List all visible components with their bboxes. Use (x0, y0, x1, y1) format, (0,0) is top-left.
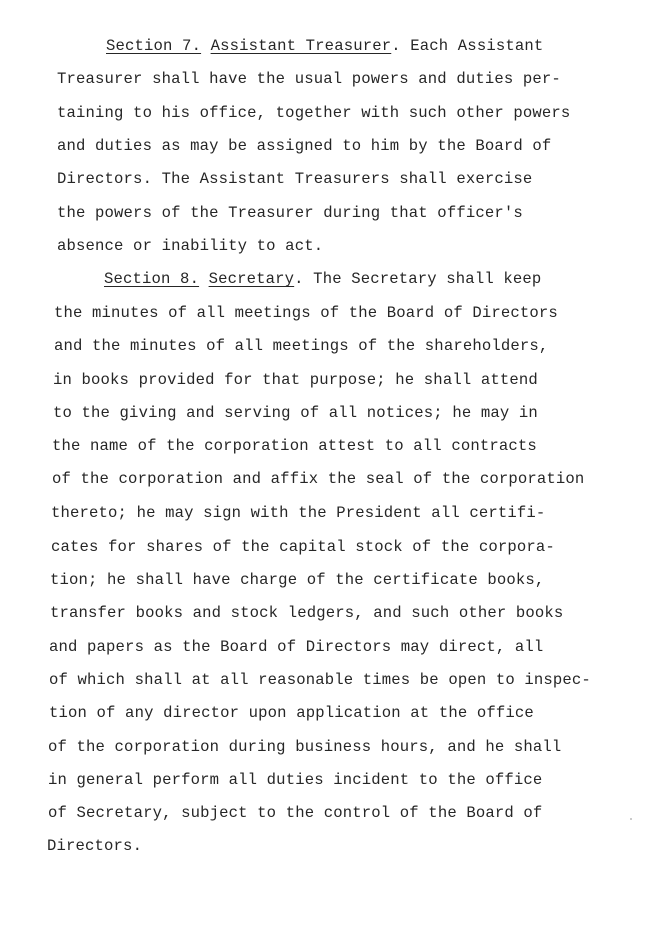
section-7-first-line (106, 36, 543, 56)
section-7-title: Assistant Treasurer (210, 37, 392, 55)
section-8-line-13: tion of any director upon application at the office (49, 704, 534, 722)
section-8-line-16: of Secretary, subject to the control of the Board of (48, 804, 543, 822)
section-8-line-12: of which shall at all reasonable times be open to inspec- (49, 671, 591, 689)
section-7-line-4: Directors. The Assistant Treasurers shall exercise (57, 170, 533, 188)
section-8-line-10: transfer books and stock ledgers, and such other books (50, 604, 564, 622)
section-7-heading: Section 7. (106, 37, 202, 55)
section-8-line-9: tion; he shall have charge of the certificate books, (50, 571, 545, 589)
section-8-line-7: thereto; he may sign with the President all certifi- (51, 504, 546, 522)
section-8-line-3: in books provided for that purpose; he shall attend (53, 371, 538, 389)
section-8-line-8: cates for shares of the capital stock of the corpora- (51, 538, 555, 556)
section-7-line-0: . Each Assistant (391, 37, 544, 55)
scan-speck (630, 818, 632, 820)
section-8-line-15: in general perform all duties incident to the office (48, 771, 543, 789)
section-8-line-14: of the corporation during business hours, and he shall (48, 738, 562, 756)
section-7-line-6: absence or inability to act. (57, 237, 324, 255)
section-8-line-6: of the corporation and affix the seal of the corporation (52, 470, 585, 488)
section-8-line-1: the minutes of all meetings of the Board of Directors (54, 304, 558, 322)
section-8-line-17: Directors. (47, 837, 143, 855)
section-8-line-4: to the giving and serving of all notices; he may in (53, 404, 538, 422)
section-8-line-2: and the minutes of all meetings of the shareholders, (54, 337, 549, 355)
section-7-line-2: taining to his office, together with such other powers (57, 104, 571, 122)
section-8-line-5: the name of the corporation attest to all contracts (52, 437, 537, 455)
section-8-line-0: . The Secretary shall keep (294, 270, 542, 288)
section-7-line-1: Treasurer shall have the usual powers and duties per- (57, 70, 561, 88)
section-8-line-11: and papers as the Board of Directors may direct, all (49, 638, 544, 656)
section-8-first-line (104, 269, 541, 289)
section-8-heading: Section 8. (104, 270, 200, 288)
section-7-line-5: the powers of the Treasurer during that officer's (57, 204, 523, 222)
section-7-line-3: and duties as may be assigned to him by the Board of (57, 137, 552, 155)
section-8-title: Secretary (208, 270, 295, 288)
